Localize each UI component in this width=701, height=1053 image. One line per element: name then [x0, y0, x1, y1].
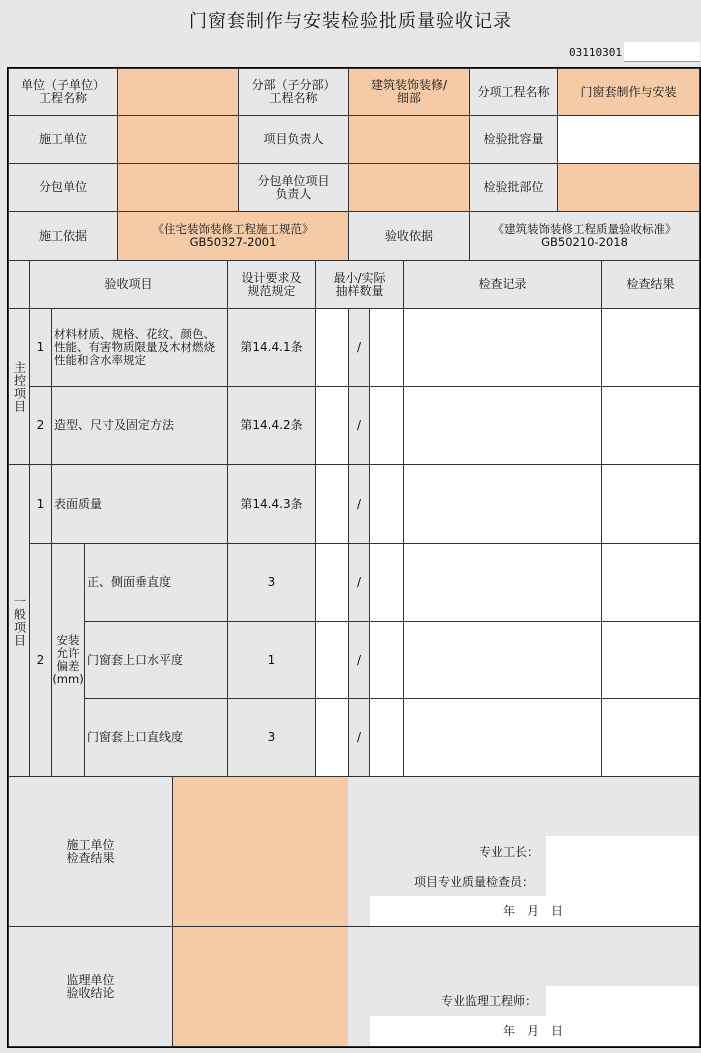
tolerance-row-3-record[interactable]	[403, 698, 602, 777]
page-title: 门窗套制作与安装检验批质量验收记录	[189, 11, 512, 32]
tolerance-row-1-actual-sample[interactable]	[369, 543, 404, 622]
header-spacer	[8, 260, 30, 309]
tolerance-row-2-min-sample[interactable]	[315, 621, 349, 699]
col-item-header: 验收项目	[29, 260, 228, 309]
contractor-date: 年 月 日	[503, 904, 564, 918]
general-item-1-result[interactable]	[601, 464, 700, 544]
tolerance-row-2-name: 门窗套上口水平度	[84, 621, 228, 699]
general-item-2-no: 2	[29, 543, 52, 777]
tolerance-row-3-name: 门窗套上口直线度	[84, 698, 228, 777]
main-item-1-sample: /	[348, 308, 370, 387]
tolerance-row-3-sample: /	[348, 698, 370, 777]
subitem-name-label: 分项工程名称	[469, 68, 558, 116]
batch-capacity-label: 检验批容量	[469, 115, 558, 164]
main-item-1-min-sample[interactable]	[315, 308, 349, 387]
col-record-header: 检查记录	[403, 260, 602, 309]
construction-basis-label: 施工依据	[8, 211, 118, 261]
tolerance-group-label: 安装允许偏差(mm)	[51, 543, 85, 777]
general-item-1-min-sample[interactable]	[315, 464, 349, 544]
main-item-2-record[interactable]	[403, 386, 602, 465]
unit-name-field[interactable]	[117, 68, 239, 116]
tolerance-row-3-actual-sample[interactable]	[369, 698, 404, 777]
tolerance-row-2-value: 1	[227, 621, 316, 699]
foreman-label: 专业工长：	[479, 845, 540, 859]
main-item-2-sample: /	[348, 386, 370, 465]
division-name-value: 建筑装饰装修/ 细部	[348, 68, 470, 116]
main-item-1-record[interactable]	[403, 308, 602, 387]
tolerance-row-1-result[interactable]	[601, 543, 700, 622]
general-item-1-clause: 第14.4.3条	[227, 464, 316, 544]
inspector-field[interactable]	[546, 866, 699, 896]
inspector-label: 项目专业质量检查员：	[414, 875, 535, 889]
supervisor-engineer-field[interactable]	[546, 986, 699, 1016]
foreman-field[interactable]	[546, 836, 699, 866]
supervisor-conclusion-label: 监理单位 验收结论	[8, 926, 173, 1047]
main-item-2-name: 造型、尺寸及固定方法	[51, 386, 228, 465]
tolerance-row-1-value: 3	[227, 543, 316, 622]
tolerance-row-1-min-sample[interactable]	[315, 543, 349, 622]
project-manager-field[interactable]	[348, 115, 470, 164]
acceptance-basis-value: 《建筑装饰装修工程质量验收标准》 GB50210-2018	[469, 211, 700, 261]
record-code: 03110301	[569, 46, 622, 59]
col-result-header: 检查结果	[601, 260, 700, 309]
tolerance-row-3-result[interactable]	[601, 698, 700, 777]
contractor-label: 施工单位	[8, 115, 118, 164]
tolerance-row-1-name: 正、侧面垂直度	[84, 543, 228, 622]
general-item-1-sample: /	[348, 464, 370, 544]
sub-project-manager-field[interactable]	[348, 163, 470, 212]
contractor-check-field[interactable]	[172, 776, 349, 927]
main-item-1-result[interactable]	[601, 308, 700, 387]
batch-capacity-field[interactable]	[557, 115, 700, 164]
tolerance-row-2-sample: /	[348, 621, 370, 699]
contractor-field[interactable]	[117, 115, 239, 164]
unit-name-label: 单位（子单位） 工程名称	[8, 68, 118, 116]
main-item-1-name: 材料材质、规格、花纹、颜色、性能、有害物质限量及木材燃烧性能和含水率规定	[51, 308, 228, 387]
main-item-2-actual-sample[interactable]	[369, 386, 404, 465]
batch-location-label: 检验批部位	[469, 163, 558, 212]
col-design-header: 设计要求及 规范规定	[227, 260, 316, 309]
contractor-check-label: 施工单位 检查结果	[8, 776, 173, 927]
main-item-2-clause: 第14.4.2条	[227, 386, 316, 465]
col-sample-header: 最小/实际 抽样数量	[315, 260, 404, 309]
main-item-1-actual-sample[interactable]	[369, 308, 404, 387]
supervisor-conclusion-field[interactable]	[172, 926, 349, 1047]
project-manager-label: 项目负责人	[238, 115, 349, 164]
main-item-2-no: 2	[29, 386, 52, 465]
sub-project-manager-label: 分包单位项目 负责人	[238, 163, 349, 212]
main-control-group-label: 主控项目	[8, 308, 30, 465]
acceptance-basis-label: 验收依据	[348, 211, 470, 261]
tolerance-row-1-sample: /	[348, 543, 370, 622]
general-group-label: 一般项目	[8, 464, 30, 777]
tolerance-row-2-actual-sample[interactable]	[369, 621, 404, 699]
general-item-1-record[interactable]	[403, 464, 602, 544]
general-item-1-actual-sample[interactable]	[369, 464, 404, 544]
tolerance-row-2-result[interactable]	[601, 621, 700, 699]
tolerance-row-3-min-sample[interactable]	[315, 698, 349, 777]
division-name-label: 分部（子分部） 工程名称	[238, 68, 349, 116]
supervisor-engineer-label: 专业监理工程师：	[441, 994, 538, 1008]
tolerance-row-2-record[interactable]	[403, 621, 602, 699]
supervisor-date: 年 月 日	[503, 1024, 564, 1038]
main-item-2-result[interactable]	[601, 386, 700, 465]
general-item-1-name: 表面质量	[51, 464, 228, 544]
batch-location-field[interactable]	[557, 163, 700, 212]
subcontractor-field[interactable]	[117, 163, 239, 212]
tolerance-row-1-record[interactable]	[403, 543, 602, 622]
general-item-1-no: 1	[29, 464, 52, 544]
construction-basis-value: 《住宅装饰装修工程施工规范》 GB50327-2001	[117, 211, 349, 261]
tolerance-row-3-value: 3	[227, 698, 316, 777]
subcontractor-label: 分包单位	[8, 163, 118, 212]
main-item-1-no: 1	[29, 308, 52, 387]
record-number-field[interactable]	[624, 42, 700, 62]
subitem-name-value: 门窗套制作与安装	[557, 68, 700, 116]
main-item-2-min-sample[interactable]	[315, 386, 349, 465]
main-item-1-clause: 第14.4.1条	[227, 308, 316, 387]
